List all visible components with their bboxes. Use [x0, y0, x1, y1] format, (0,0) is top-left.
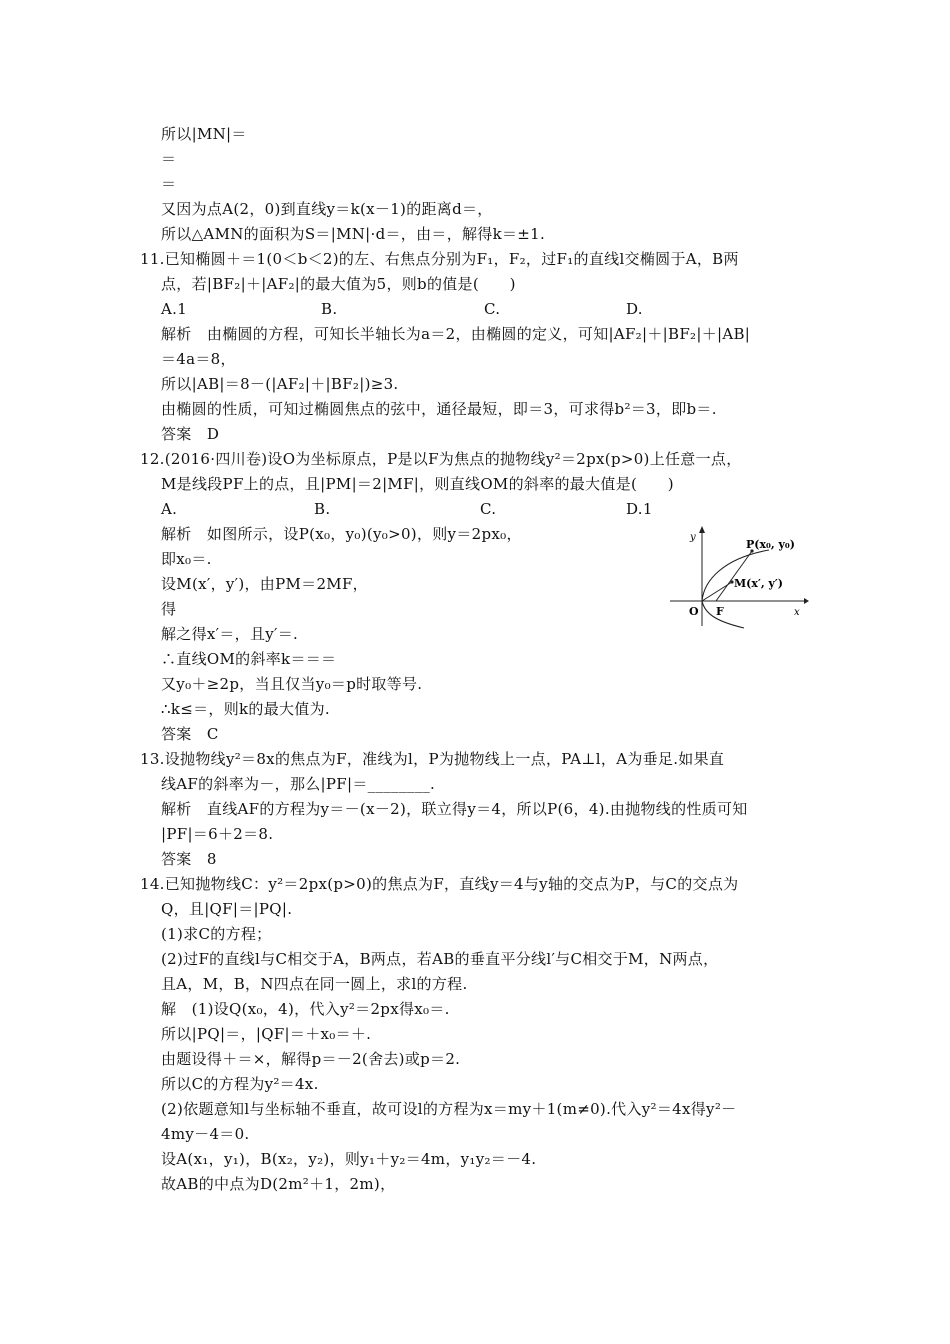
question-13-stem: 线AF的斜率为－，那么|PF|＝________. — [161, 775, 436, 793]
text-line: 所以|MN|＝ — [161, 125, 247, 143]
question-12-stem: 12.(2016·四川卷)设O为坐标原点，P是以F为焦点的抛物线y²＝2px(p>0)上任意一点， — [140, 450, 742, 468]
text-line: 所以△AMN的面积为S＝|MN|·d＝，由＝，解得k＝±1. — [161, 225, 546, 243]
text-line: ＝ — [161, 175, 177, 193]
analysis-text: 解析 直线AF的方程为y＝－(x－2)，联立得y＝4，所以P(6，4).由抛物线的性质可知 — [161, 800, 748, 818]
sub-question: (2)过F的直线l与C相交于A，B两点，若AB的垂直平分线l′与C相交于M，N两点， — [161, 950, 719, 968]
focus-label: F — [716, 605, 724, 618]
analysis-text: ＝4a＝8， — [161, 350, 236, 368]
solution-text: 故AB的中点为D(2m²＋1，2m)， — [161, 1175, 396, 1193]
segment-om — [702, 582, 732, 601]
solution-text: 4my－4＝0. — [161, 1125, 250, 1143]
option-a: A.1 — [161, 300, 188, 318]
analysis-text: ∴k≤＝，则k的最大值为. — [161, 700, 330, 718]
analysis-text: 解析 由椭圆的方程，可知长半轴长为a＝2，由椭圆的定义，可知|AF₂|＋|BF₂|＋|AB| — [161, 325, 751, 343]
analysis-text: 即x₀＝. — [161, 550, 212, 568]
option-a: A. — [161, 500, 178, 518]
parabola-upper-branch — [702, 550, 769, 601]
solution-text: 解 (1)设Q(x₀，4)，代入y²＝2px得x₀＝. — [161, 1000, 450, 1018]
question-11-stem: 11.已知椭圆＋＝1(0＜b＜2)的左、右焦点分别为F₁，F₂，过F₁的直线l交椭圆于A，B两 — [140, 250, 739, 268]
y-axis-label: y — [690, 532, 696, 543]
point-m-label: M(x′, y′) — [734, 577, 783, 590]
option-b: B. — [314, 500, 331, 518]
solution-text: 所以|PQ|＝，|QF|＝＋x₀＝＋. — [161, 1025, 372, 1043]
point-p-label: P(x₀, y₀) — [746, 538, 795, 551]
option-c: C. — [480, 500, 497, 518]
analysis-text: ∴直线OM的斜率k＝＝＝ — [161, 650, 337, 668]
option-d: D.1 — [626, 500, 653, 518]
question-14-stem: Q，且|QF|＝|PQ|. — [161, 900, 293, 918]
sub-question: (1)求C的方程； — [161, 925, 272, 943]
question-11-stem: 点，若|BF₂|＋|AF₂|的最大值为5，则b的值是( ) — [161, 275, 516, 293]
answer-label: 答案 8 — [161, 850, 217, 868]
option-b: B. — [321, 300, 338, 318]
analysis-text: 由椭圆的性质，可知过椭圆焦点的弦中，通径最短，即＝3，可求得b²＝3，即b＝. — [161, 400, 717, 418]
option-c: C. — [484, 300, 501, 318]
solution-text: 所以C的方程为y²＝4x. — [161, 1075, 319, 1093]
analysis-text: 解析 如图所示，设P(x₀，y₀)(y₀>0)，则y＝2px₀， — [161, 525, 522, 543]
analysis-text: 解之得x′＝，且y′＝. — [161, 625, 299, 643]
question-14-stem: 14.已知抛物线C：y²＝2px(p>0)的焦点为F，直线y＝4与y轴的交点为P，与C的交点为 — [140, 875, 739, 893]
answer-label: 答案 D — [161, 425, 220, 443]
solution-text: 设A(x₁，y₁)，B(x₂，y₂)，则y₁＋y₂＝4m，y₁y₂＝－4. — [161, 1150, 537, 1168]
answer-label: 答案 C — [161, 725, 219, 743]
analysis-text: 设M(x′，y′)，由PM＝2MF， — [161, 575, 368, 593]
solution-text: 由题设得＋＝×，解得p＝－2(舍去)或p＝2. — [161, 1050, 461, 1068]
text-line: 又因为点A(2，0)到直线y＝k(x－1)的距离d＝， — [161, 200, 493, 218]
question-12-stem: M是线段PF上的点，且|PM|＝2|MF|，则直线OM的斜率的最大值是( ) — [161, 475, 674, 493]
sub-question: 且A，M，B，N四点在同一圆上，求l的方程. — [161, 975, 468, 993]
solution-text: (2)依题意知l与坐标轴不垂直，故可设l的方程为x＝my＋1(m≠0).代入y²＝4x得y²－ — [161, 1100, 737, 1118]
segment-pf — [716, 551, 752, 601]
parabola-figure — [664, 520, 809, 630]
analysis-text: |PF|＝6＋2＝8. — [161, 825, 274, 843]
text-line: ＝ — [161, 150, 177, 168]
origin-label: O — [689, 605, 699, 618]
question-13-stem: 13.设抛物线y²＝8x的焦点为F，准线为l，P为抛物线上一点，PA⊥l，A为垂足.如果直 — [140, 750, 725, 768]
option-d: D. — [626, 300, 643, 318]
x-axis-label: x — [794, 607, 800, 618]
analysis-text: 所以|AB|＝8－(|AF₂|＋|BF₂|)≥3. — [161, 375, 399, 393]
y-axis-arrow-icon — [699, 526, 705, 533]
analysis-text: 得 — [161, 600, 177, 618]
analysis-text: 又y₀＋≥2p，当且仅当y₀＝p时取等号. — [161, 675, 423, 693]
x-axis-arrow-icon — [804, 598, 809, 604]
